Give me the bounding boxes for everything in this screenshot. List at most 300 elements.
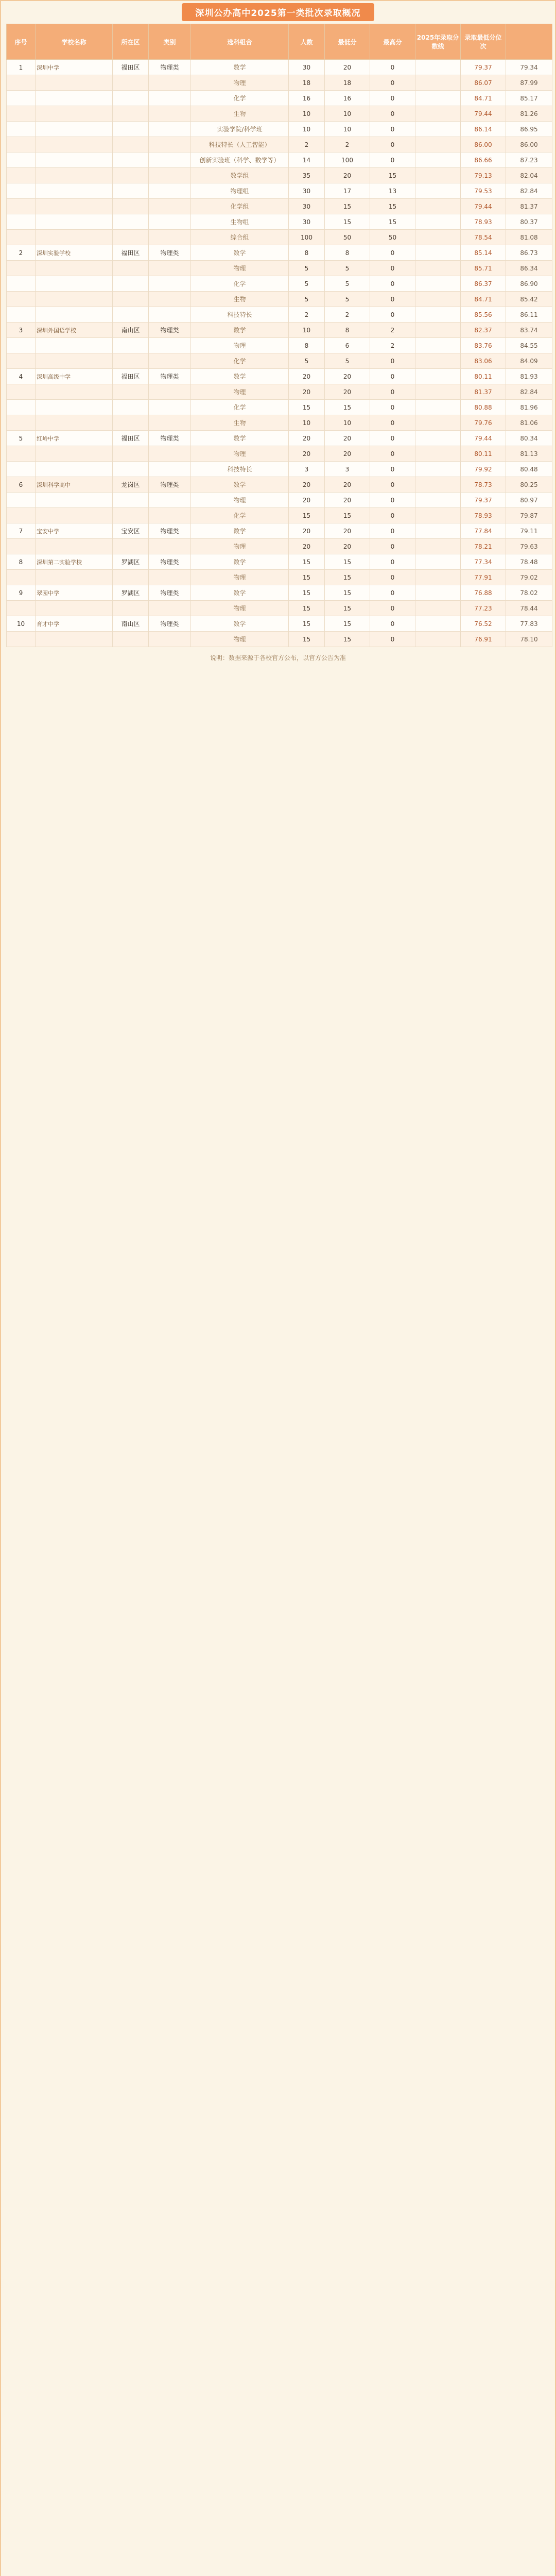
row-min: 15 [325,508,370,523]
row-type [149,601,191,616]
row-school: 深圳中学 [36,60,113,75]
row-school: 育才中学 [36,616,113,632]
row-min: 15 [325,214,370,230]
row-line [415,60,461,75]
row-score: 77.83 [506,616,552,632]
row-num: 3 [289,462,325,477]
row-school: 深圳外国语学校 [36,323,113,338]
row-no [7,261,36,276]
row-num: 14 [289,152,325,168]
row-num: 15 [289,570,325,585]
row-num: 10 [289,415,325,431]
row-type [149,632,191,647]
row-subject: 数学 [191,431,289,446]
row-type [149,292,191,307]
row-line [415,168,461,183]
row-district: 罗湖区 [113,585,149,601]
row-no [7,168,36,183]
table-body [7,60,552,647]
row-rank: 81.37 [461,384,506,400]
row-num: 20 [289,539,325,554]
row-line [415,230,461,245]
row-max: 0 [370,91,415,106]
row-min: 6 [325,338,370,353]
row-type [149,493,191,508]
table-row [7,152,552,168]
row-max: 0 [370,570,415,585]
row-score: 87.23 [506,152,552,168]
row-no [7,570,36,585]
row-school: 深圳实验学校 [36,245,113,261]
row-subject: 物理 [191,539,289,554]
row-min: 15 [325,616,370,632]
row-district: 南山区 [113,616,149,632]
header-subject: 选科组合 [191,24,289,60]
row-max: 0 [370,353,415,369]
table-row [7,523,552,539]
table-row [7,632,552,647]
table-row [7,384,552,400]
row-district [113,183,149,199]
row-type [149,539,191,554]
row-score: 79.11 [506,523,552,539]
row-num: 100 [289,230,325,245]
row-no [7,446,36,462]
row-rank: 86.66 [461,152,506,168]
row-score: 78.44 [506,601,552,616]
row-subject: 物理 [191,338,289,353]
row-score: 82.84 [506,183,552,199]
row-score: 80.48 [506,462,552,477]
row-district [113,400,149,415]
header-extra [506,24,552,60]
row-subject: 综合组 [191,230,289,245]
row-district [113,292,149,307]
row-school: 深圳高级中学 [36,369,113,384]
row-no: 10 [7,616,36,632]
table-row [7,168,552,183]
row-max: 0 [370,369,415,384]
row-score: 81.13 [506,446,552,462]
row-num: 8 [289,338,325,353]
row-line [415,570,461,585]
row-rank: 85.14 [461,245,506,261]
row-min: 15 [325,554,370,570]
table-header [7,24,552,60]
table-row [7,585,552,601]
header-min: 最低分 [325,24,370,60]
row-school [36,106,113,122]
row-max: 0 [370,384,415,400]
row-rank: 79.44 [461,199,506,214]
row-min: 3 [325,462,370,477]
header-rank: 录取最低分位次 [461,24,506,60]
row-score: 85.42 [506,292,552,307]
row-max: 0 [370,292,415,307]
row-max: 0 [370,601,415,616]
row-subject: 生物组 [191,214,289,230]
row-score: 79.02 [506,570,552,585]
row-min: 20 [325,431,370,446]
row-min: 20 [325,477,370,493]
row-max: 2 [370,338,415,353]
row-max: 13 [370,183,415,199]
row-line [415,446,461,462]
row-line [415,353,461,369]
row-score: 79.87 [506,508,552,523]
row-num: 15 [289,632,325,647]
row-max: 0 [370,554,415,570]
row-min: 50 [325,230,370,245]
row-type [149,230,191,245]
row-score: 86.95 [506,122,552,137]
table-row [7,431,552,446]
row-num: 10 [289,323,325,338]
row-subject: 物理 [191,493,289,508]
row-score: 87.99 [506,75,552,91]
table-row [7,137,552,152]
row-school [36,338,113,353]
header-max: 最高分 [370,24,415,60]
row-district [113,353,149,369]
row-no [7,508,36,523]
row-subject: 实验学院/科学班 [191,122,289,137]
row-line [415,523,461,539]
row-rank: 83.76 [461,338,506,353]
row-type [149,261,191,276]
row-min: 5 [325,261,370,276]
row-district [113,199,149,214]
row-line [415,214,461,230]
table-row [7,307,552,323]
row-no [7,539,36,554]
page-title: 深圳公办高中2025第一类批次录取概况 [182,3,374,21]
row-score: 84.09 [506,353,552,369]
row-type [149,199,191,214]
row-line [415,276,461,292]
table-row [7,400,552,415]
row-subject: 数学 [191,245,289,261]
row-subject: 化学 [191,508,289,523]
row-no [7,152,36,168]
row-school [36,261,113,276]
row-subject: 化学 [191,353,289,369]
row-school [36,199,113,214]
row-type [149,168,191,183]
row-max: 0 [370,122,415,137]
table-row [7,616,552,632]
row-school: 红岭中学 [36,431,113,446]
row-min: 20 [325,168,370,183]
row-district [113,384,149,400]
row-num: 15 [289,616,325,632]
row-num: 30 [289,199,325,214]
row-type [149,214,191,230]
row-max: 0 [370,446,415,462]
row-school [36,292,113,307]
row-school [36,91,113,106]
row-min: 15 [325,199,370,214]
row-school [36,75,113,91]
row-type: 物理类 [149,60,191,75]
row-school [36,230,113,245]
row-max: 0 [370,539,415,554]
row-num: 5 [289,292,325,307]
row-district [113,168,149,183]
row-rank: 85.71 [461,261,506,276]
row-school [36,400,113,415]
row-subject: 物理 [191,601,289,616]
row-line [415,75,461,91]
row-line [415,292,461,307]
table-row [7,199,552,214]
row-num: 30 [289,183,325,199]
row-school [36,152,113,168]
row-line [415,369,461,384]
row-subject: 数学 [191,616,289,632]
row-num: 20 [289,431,325,446]
row-num: 20 [289,477,325,493]
row-line [415,261,461,276]
table-row [7,554,552,570]
row-num: 10 [289,122,325,137]
row-type [149,276,191,292]
row-school [36,601,113,616]
row-score: 81.08 [506,230,552,245]
row-line [415,585,461,601]
row-score: 80.97 [506,493,552,508]
row-no: 7 [7,523,36,539]
row-type [149,307,191,323]
row-min: 10 [325,106,370,122]
row-no [7,214,36,230]
row-score: 82.84 [506,384,552,400]
row-num: 16 [289,91,325,106]
row-max: 0 [370,431,415,446]
row-num: 20 [289,523,325,539]
row-no [7,400,36,415]
row-school: 深圳科学高中 [36,477,113,493]
footer-note: 说明：数据来源于各校官方公布，以官方公告为准 [210,654,346,662]
row-line [415,508,461,523]
row-line [415,137,461,152]
header-num: 人数 [289,24,325,60]
table-row [7,122,552,137]
row-district [113,276,149,292]
row-max: 0 [370,493,415,508]
row-subject: 数学 [191,585,289,601]
row-subject: 数学 [191,477,289,493]
row-score: 83.74 [506,323,552,338]
row-num: 15 [289,400,325,415]
row-score: 86.34 [506,261,552,276]
row-rank: 86.14 [461,122,506,137]
row-rank: 79.53 [461,183,506,199]
row-min: 15 [325,400,370,415]
row-no [7,106,36,122]
row-type: 物理类 [149,323,191,338]
row-num: 20 [289,446,325,462]
row-district [113,508,149,523]
row-school: 翠园中学 [36,585,113,601]
row-no [7,292,36,307]
row-district: 宝安区 [113,523,149,539]
row-no [7,353,36,369]
row-no [7,493,36,508]
row-line [415,384,461,400]
row-line [415,323,461,338]
row-no [7,307,36,323]
row-max: 0 [370,60,415,75]
row-type [149,508,191,523]
row-no [7,91,36,106]
row-subject: 物理组 [191,183,289,199]
row-subject: 生物 [191,106,289,122]
row-min: 8 [325,323,370,338]
row-rank: 78.93 [461,214,506,230]
row-type: 物理类 [149,477,191,493]
row-rank: 79.76 [461,415,506,431]
row-max: 0 [370,106,415,122]
row-max: 2 [370,323,415,338]
row-no: 9 [7,585,36,601]
row-max: 0 [370,307,415,323]
row-district [113,75,149,91]
row-type [149,353,191,369]
row-rank: 79.13 [461,168,506,183]
table-row [7,477,552,493]
row-no [7,601,36,616]
row-rank: 78.93 [461,508,506,523]
row-type: 物理类 [149,616,191,632]
row-max: 0 [370,152,415,168]
table-row [7,462,552,477]
row-max: 0 [370,477,415,493]
row-score: 81.96 [506,400,552,415]
row-district: 福田区 [113,245,149,261]
row-school [36,353,113,369]
row-type: 物理类 [149,369,191,384]
row-school [36,446,113,462]
row-line [415,122,461,137]
table-row [7,369,552,384]
row-district [113,152,149,168]
row-rank: 77.84 [461,523,506,539]
row-rank: 78.54 [461,230,506,245]
row-type: 物理类 [149,431,191,446]
table-row [7,183,552,199]
row-school [36,632,113,647]
row-subject: 科技特长 [191,462,289,477]
row-score: 79.34 [506,60,552,75]
row-max: 0 [370,632,415,647]
row-type: 物理类 [149,245,191,261]
row-num: 20 [289,384,325,400]
row-line [415,199,461,214]
row-type [149,570,191,585]
row-school: 深圳第二实验学校 [36,554,113,570]
row-line [415,632,461,647]
title-bar [1,1,555,21]
row-num: 35 [289,168,325,183]
row-rank: 84.71 [461,292,506,307]
row-subject: 化学 [191,400,289,415]
row-school [36,307,113,323]
row-district [113,230,149,245]
row-subject: 物理 [191,632,289,647]
table-row [7,245,552,261]
row-rank: 86.00 [461,137,506,152]
row-type [149,122,191,137]
row-subject: 化学组 [191,199,289,214]
table-row [7,539,552,554]
row-rank: 78.73 [461,477,506,493]
row-max: 0 [370,508,415,523]
row-district [113,632,149,647]
row-no [7,462,36,477]
row-line [415,152,461,168]
row-district [113,338,149,353]
row-school: 宝安中学 [36,523,113,539]
row-no: 2 [7,245,36,261]
row-school [36,122,113,137]
row-rank: 77.23 [461,601,506,616]
row-num: 18 [289,75,325,91]
row-score: 86.90 [506,276,552,292]
row-type [149,446,191,462]
header-school: 学校名称 [36,24,113,60]
row-line [415,477,461,493]
table-row [7,230,552,245]
row-no [7,183,36,199]
row-type [149,91,191,106]
row-type: 物理类 [149,523,191,539]
row-max: 0 [370,400,415,415]
row-num: 5 [289,261,325,276]
row-min: 20 [325,539,370,554]
row-no [7,75,36,91]
row-min: 20 [325,493,370,508]
row-district [113,122,149,137]
row-no: 3 [7,323,36,338]
row-no [7,384,36,400]
header-line: 2025年录取分数线 [415,24,461,60]
row-line [415,601,461,616]
table-row [7,106,552,122]
row-min: 20 [325,60,370,75]
row-school [36,183,113,199]
row-rank: 79.44 [461,106,506,122]
row-no [7,199,36,214]
row-no: 4 [7,369,36,384]
row-rank: 83.06 [461,353,506,369]
row-type: 物理类 [149,554,191,570]
row-rank: 79.44 [461,431,506,446]
row-rank: 85.56 [461,307,506,323]
row-school [36,137,113,152]
row-line [415,493,461,508]
row-school [36,570,113,585]
row-score: 86.73 [506,245,552,261]
row-rank: 76.91 [461,632,506,647]
row-subject: 物理 [191,75,289,91]
row-num: 20 [289,493,325,508]
row-district [113,446,149,462]
row-score: 78.02 [506,585,552,601]
row-subject: 创新实验班（科学、数学等） [191,152,289,168]
row-district [113,91,149,106]
row-line [415,431,461,446]
